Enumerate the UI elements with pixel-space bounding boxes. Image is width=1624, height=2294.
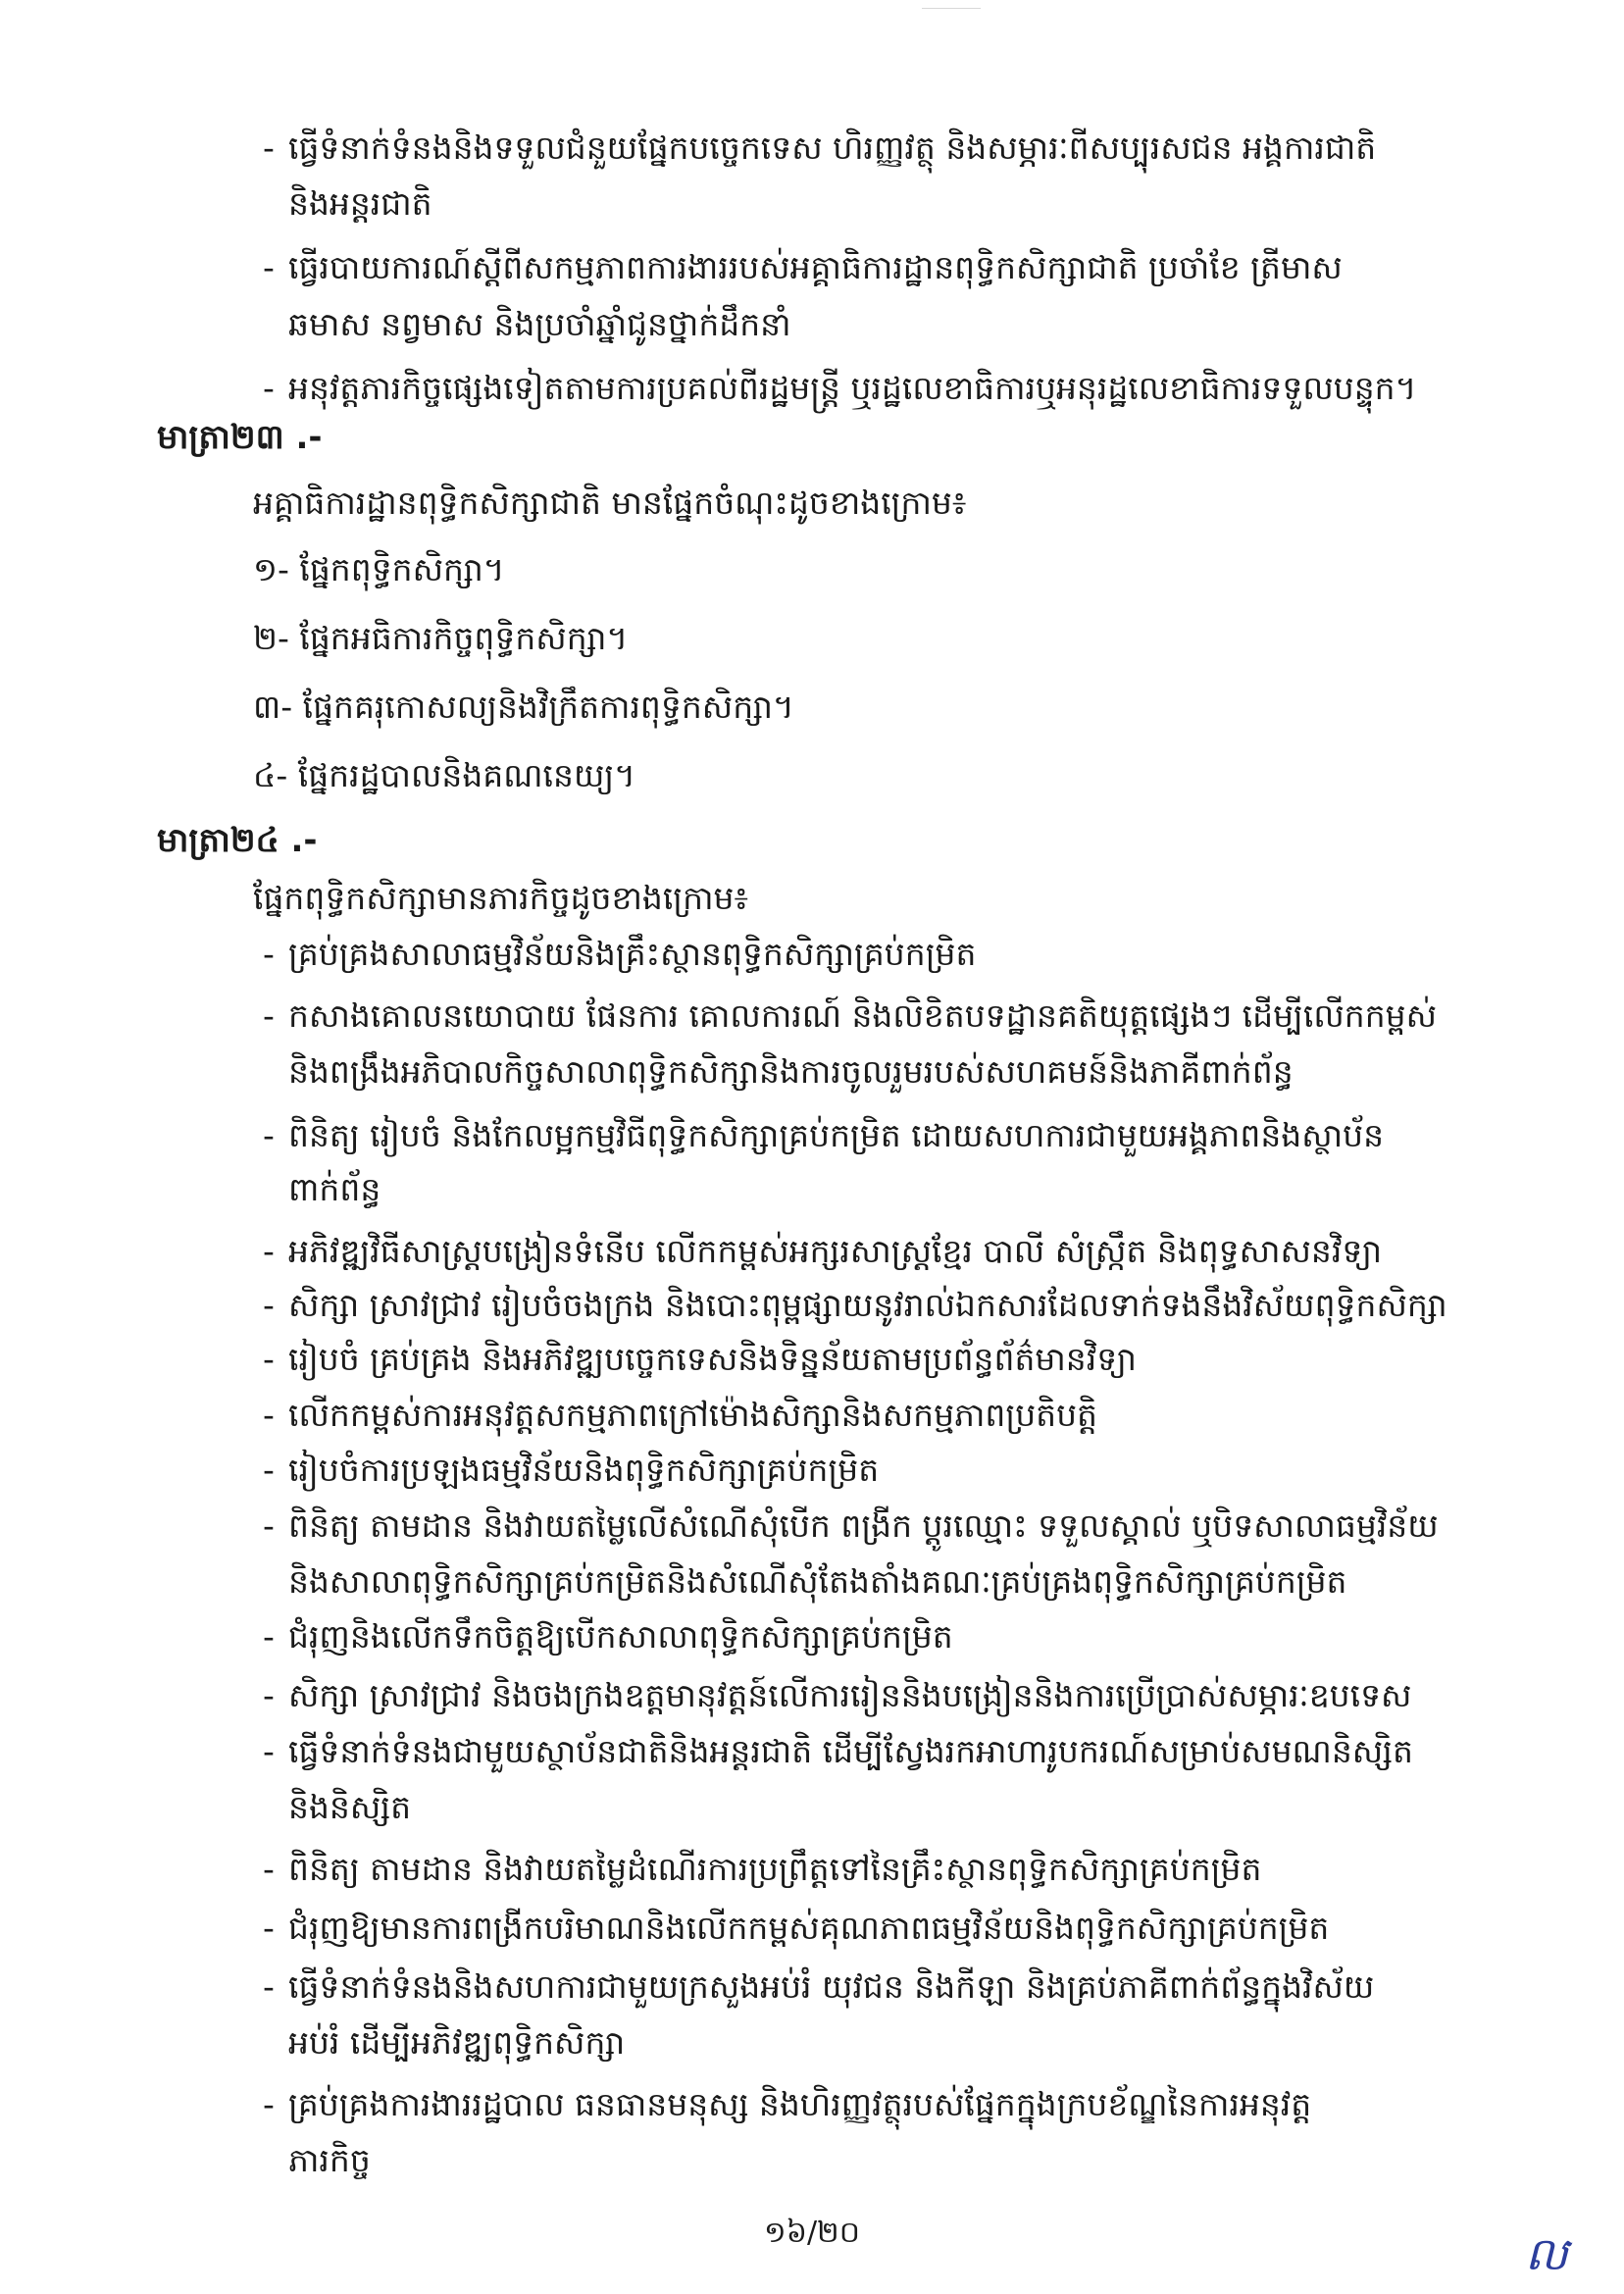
- article-23-item: ៤- ផ្នែករដ្ឋបាលនិងគណនេយ្យ។: [253, 756, 635, 794]
- bullet-continuation: និងនិស្សិត: [288, 1788, 412, 1826]
- article-24-heading: មាត្រា២៤ .-: [157, 821, 318, 860]
- bullet-line: - ធ្វើរបាយការណ៍ស្តីពីសកម្មភាពការងាររបស់អគ្គាធិការដ្ឋានពុទ្ធិកសិក្សាជាតិ ប្រចាំខែ ត្រីមាស: [263, 248, 1343, 286]
- article-24-intro: ផ្នែកពុទ្ធិកសិក្សាមានភារកិច្ចដូចខាងក្រោម៖: [253, 879, 748, 917]
- article-23-item: ២- ផ្នែកអធិការកិច្ចពុទ្ធិកសិក្សា។: [253, 619, 629, 657]
- article-23-intro: អគ្គាធិការដ្ឋានពុទ្ធិកសិក្សាជាតិ មានផ្នែកចំណុះដូចខាងក្រោម៖: [253, 484, 967, 522]
- bullet-continuation: ឆមាស នព្វមាស និងប្រចាំឆ្នាំជូនថ្នាក់ដឹកនាំ: [288, 305, 791, 343]
- bullet-line: - ធ្វើទំនាក់ទំនងនិងទទួលជំនួយផ្នែកបច្ចេកទេស ហិរញ្ញវត្ថុ និងសម្ភារៈពីសប្បុរសជន អង្គការជាតិ: [263, 128, 1377, 167]
- bullet-line: - ពិនិត្យ រៀបចំ និងកែលម្អកម្មវិធីពុទ្ធិកសិក្សាគ្រប់កម្រិត ដោយសហការជាមួយអង្គភាពនិងស្ថាប័ន: [263, 1116, 1385, 1154]
- scan-mark: [922, 8, 981, 9]
- bullet-continuation: និងសាលាពុទ្ធិកសិក្សាគ្រប់កម្រិតនិងសំណើសុំតែងតាំងគណៈគ្រប់គ្រងពុទ្ធិកសិក្សាគ្រប់កម្រិត: [288, 1562, 1347, 1601]
- bullet-continuation: ភារកិច្ច: [288, 2141, 371, 2179]
- article-23-item: ៣- ផ្នែកគរុកោសល្យនិងវិក្រឹតការពុទ្ធិកសិក្សា។: [253, 688, 794, 726]
- article-23-item: ១- ផ្នែកពុទ្ធិកសិក្សា។: [253, 550, 505, 588]
- bullet-line: - អភិវឌ្ឍវិធីសាស្ត្របង្រៀនទំនើប លើកកម្ពស់អក្សរសាស្ត្រខ្មែរ បាលី សំស្ក្រឹត និងពុទ្ធសាសនវិទ្យា: [263, 1232, 1383, 1270]
- bullet-line: - កសាងគោលនយោបាយ ផែនការ គោលការណ៍ និងលិខិតបទដ្ឋានគតិយុត្តផ្សេងៗ ដើម្បីលើកកម្ពស់: [263, 996, 1438, 1035]
- bullet-line: - ពិនិត្យ តាមដាន និងវាយតម្លៃលើសំណើសុំបើក ពង្រីក ប្តូរឈ្មោះ ទទួលស្គាល់ ឬបិទសាលាធម្មវិន័យ: [263, 1506, 1439, 1545]
- bullet-continuation: និងអន្តរជាតិ: [288, 184, 432, 223]
- handwritten-initials: ល: [1525, 2227, 1568, 2280]
- article-23-heading: មាត្រា២៣ .-: [157, 418, 323, 457]
- bullet-line: - ជំរុញឱ្យមានការពង្រីកបរិមាណនិងលើកកម្ពស់គុណភាពធម្មវិន័យនិងពុទ្ធិកសិក្សាគ្រប់កម្រិត: [263, 1909, 1330, 1947]
- bullet-line: - ជំរុញនិងលើកទឹកចិត្តឱ្យបើកសាលាពុទ្ធិកសិក្សាគ្រប់កម្រិត: [263, 1617, 953, 1656]
- bullet-line: - លើកកម្ពស់ការអនុវត្តសកម្មភាពក្រៅម៉ោងសិក្សានិងសកម្មភាពប្រតិបត្តិ: [263, 1396, 1097, 1434]
- page-number: ១៦/២០: [764, 2216, 860, 2250]
- bullet-line: - ធ្វើទំនាក់ទំនងនិងសហការជាមួយក្រសួងអប់រំ យុវជន និងកីឡា និងគ្រប់ភាគីពាក់ព័ន្ធក្នុងវិស័យ: [263, 1967, 1375, 2006]
- bullet-line: - ធ្វើទំនាក់ទំនងជាមួយស្ថាប័នជាតិនិងអន្តរជាតិ ដើម្បីស្វែងរកអាហារូបករណ៍សម្រាប់សមណនិស្សិត: [263, 1732, 1413, 1770]
- bullet-line: - សិក្សា ស្រាវជ្រាវ និងចងក្រងឧត្តមានុវត្តន៍លើការរៀននិងបង្រៀននិងការប្រើប្រាស់សម្ភារៈឧបទេស: [263, 1676, 1412, 1714]
- bullet-line: - សិក្សា ស្រាវជ្រាវ រៀបចំចងក្រង និងបោះពុម្ពផ្សាយនូវរាល់ឯកសារដែលទាក់ទងនឹងវិស័យពុទ្ធិកសិក្សា: [263, 1286, 1447, 1324]
- bullet-continuation: និងពង្រឹងអភិបាលកិច្ចសាលាពុទ្ធិកសិក្សានិងការចូលរួមរបស់សហគមន៍និងភាគីពាក់ព័ន្ធ: [288, 1052, 1294, 1091]
- bullet-continuation: ពាក់ព័ន្ធ: [288, 1170, 381, 1208]
- bullet-line: - គ្រប់គ្រងសាលាធម្មវិន័យនិងគ្រឹះស្ថានពុទ្ធិកសិក្សាគ្រប់កម្រិត: [263, 935, 977, 973]
- bullet-line: - រៀបចំ គ្រប់គ្រង និងអភិវឌ្ឍបច្ចេកទេសនិងទិន្នន័យតាមប្រព័ន្ធព័ត៌មានវិទ្យា: [263, 1340, 1137, 1378]
- bullet-line: - ពិនិត្យ តាមដាន និងវាយតម្លៃដំណើរការប្រព្រឹត្តទៅនៃគ្រឹះស្ថានពុទ្ធិកសិក្សាគ្រប់កម្រិត: [263, 1850, 1262, 1888]
- bullet-line: - រៀបចំការប្រឡងធម្មវិន័យនិងពុទ្ធិកសិក្សាគ្រប់កម្រិត: [263, 1451, 880, 1489]
- bullet-line: - គ្រប់គ្រងការងាររដ្ឋបាល ធនធានមនុស្ស និងហិរញ្ញវត្ថុរបស់ផ្នែកក្នុងក្របខ័ណ្ឌនៃការអនុវត្ត: [263, 2085, 1312, 2123]
- bullet-line: - អនុវត្តភារកិច្ចផ្សេងទៀតតាមការប្រគល់ពីរដ្ឋមន្ត្រី ឬរដ្ឋលេខាធិការឬអនុរដ្ឋលេខាធិការទទួលបន្ទុក។: [263, 369, 1417, 407]
- bullet-continuation: អប់រំ ដើម្បីអភិវឌ្ឍពុទ្ធិកសិក្សា: [288, 2023, 626, 2062]
